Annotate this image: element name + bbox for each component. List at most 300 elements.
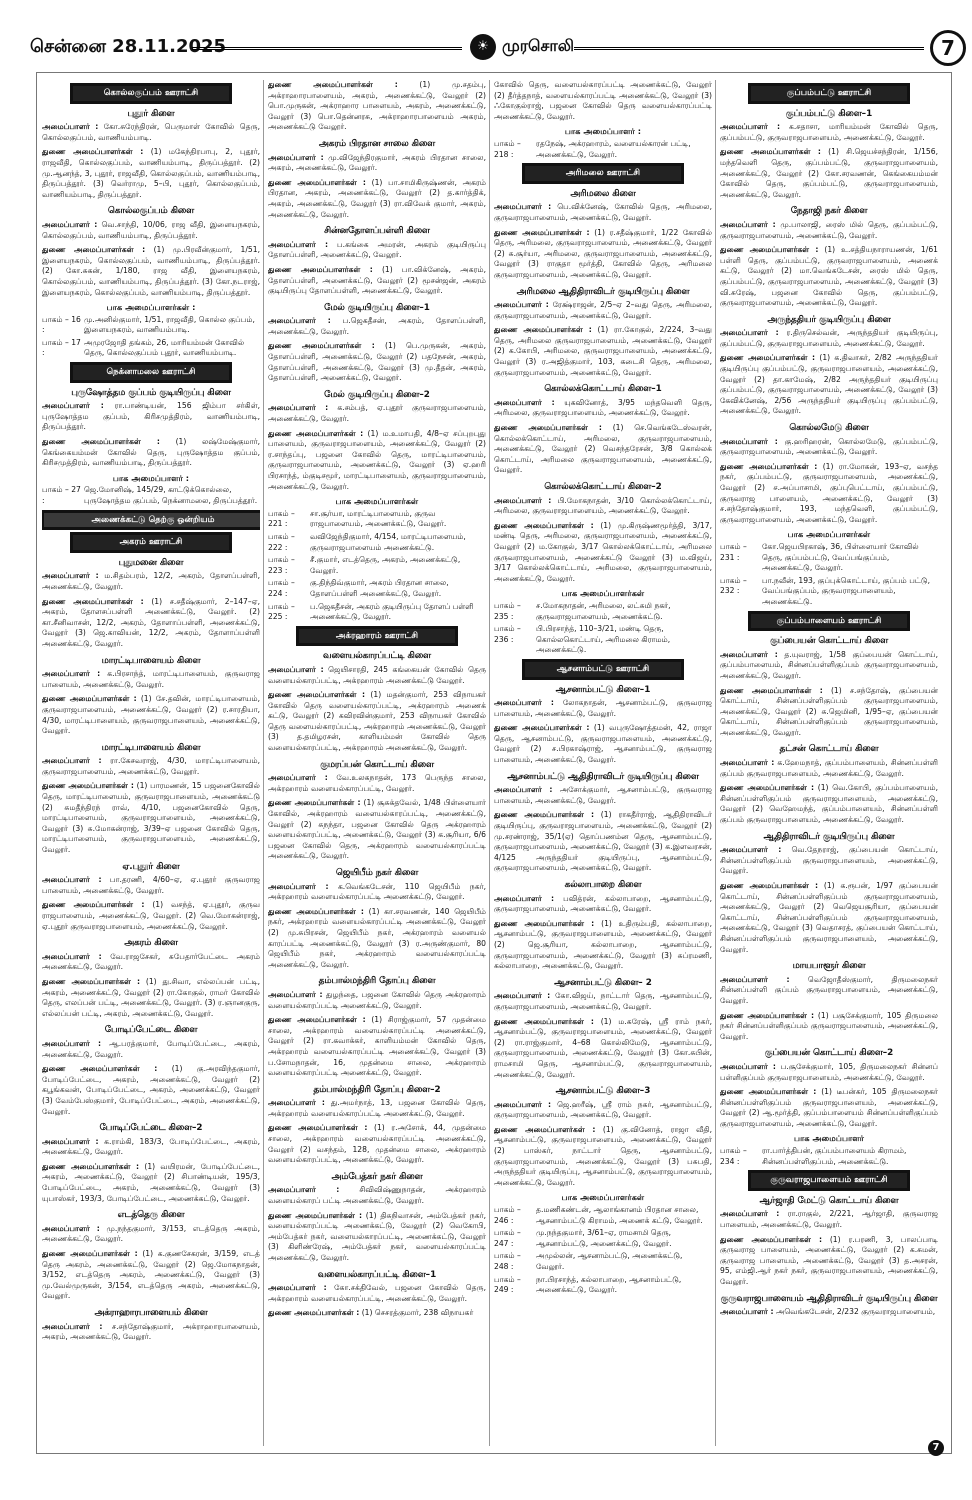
entry-text: (1) பா.விக்னேஷ், அகரம், தோளப்பள்ளி, அணைக்கட்டு, வேலூர் (2) மூசன்ஜன், அகரம் குடியிருப்பு தோளப்பள்ளி, அணைக்கட்டு, வேலூர். — [268, 264, 486, 296]
booth-row — [494, 1251, 712, 1272]
deputy-organizer-entry — [494, 919, 712, 972]
column-1 — [42, 80, 260, 1446]
branch-title: எடத்தெரு கிளை — [117, 1210, 185, 1221]
entry-text: (1) மு.சதம்பு, அக்ராஹாரபாளையம், அகரம், அணைக்கட்டு, வேலூர் (2) பொ.முருகன், அக்ராஹார பாளையம், அகரம், அணைக்கட்டு, வேலூர் (3) பொ.தென்னரசு, அக்ராஹாரபாளையம் அகரம், அணைக்கட்டு வேலூர். — [268, 80, 486, 132]
entry-text: பெ.விக்னேஷ், கோவில் தெரு, அரிமலை, குருவராஜபாளையம், அணைக்கட்டு, வேலூர். — [494, 202, 712, 222]
entry-text: (1) ர.பரணி, 3, பாலப்பாடி குருவராஜ பாளையம், அணைக்கட்டு, வேலூர் (2) க.சுமன், குருவராஜ பாளையம், அணைக்கட்டு, வேலூர் (3) த.அசரன், 95, எம்ஜி.ஆர் நகர் நகர், குருவராஜபாளையம், அணைக்கட்டு, வேலூர். — [720, 1234, 938, 1286]
entry-text: (1) க.திவாகர், 2/82 அருந்ததியர் குடியிருப்பு குப்பம்பட்டு, குருவராஜபாளையம், அணைக்கட்டு, வேலூர் (2) தா.காமேஷ், 2/82 அருந்ததியர் குடியிருப்பு குப்பம்பட்டு, குருவராஜபாளையம், அணைக்கட்டு, வேலூர் (3) கேவிக்னேஷ், 2/56 அருந்ததியர் குடியிருப்பு குப்பம்பட்டு, அணைக்கட்டு, வேலூர். — [720, 353, 938, 416]
organizer-entry — [42, 1224, 260, 1245]
deputy-organizer-entry — [42, 977, 260, 1019]
entry-label: துணை அமைப்பாளர்கள் : — [268, 1015, 366, 1025]
entry-text: (1) பா.சாமிகிருஷ்ணன், அகரம் பிரதான, அகரம், அணைக்கட்டு, வேலூர் (2) த.கார்த்திக், அகரம், அணைக்கட்டு, வேலூர் (3) ரா.விவேக் குமார், அகரம், அணைக்கட்டு, வேலூர். — [268, 177, 486, 219]
entry-label: துணை அமைப்பாளர்கள் : — [720, 245, 819, 255]
entry-label: அமைப்பாளர் : — [42, 122, 99, 132]
entry-text: ரா.ராகுல், 2/221, ஆர்ஜாதி, குருவராஜ பாளையம், அணைக்கட்டு, வேலூர். — [720, 1209, 938, 1230]
entry-label: துணை அமைப்பாளர்கள் : — [720, 1087, 817, 1097]
booth-text: சா.சூர்யா, மாரட்டிபாளையம், குருவ ராஜபாளையம், அணைக்கட்டு, வேலூர். — [310, 508, 447, 529]
entry-text: பவித்ரன், கல்லாபாறை, ஆசனாம்பட்டு, குருவராஜபாளையம், அணைக்கட்டு, வேலூர். — [494, 893, 712, 914]
branch-title: கொல்லமேடு கிளை — [789, 423, 869, 434]
entry-label: துணை அமைப்பாளர்கள் : — [268, 798, 361, 808]
entry-text: (1) கா.சரவணன், 140 ஜெயிபீம் நகர், அக்ரஹாரம் வளையல்காரப்பட்டி அணைக்கட்டு, வேலூர் (2) மு.சுபிரசன், ஜெயிபீம் நகர், அக்ரஹாரம் வளையல் காரப்பட்டி அணைக்கட்டு, வேலூர் (3) ர.அருண்குமார், 80 ஜெயிபீம் நகர், அக்ரஹாரம் வளையல்காரப்பட்டி அணைக்கட்டு, வேலூர். — [268, 906, 486, 969]
masthead — [26, 34, 964, 60]
branch-title: அம்பேத்கர் நகர் கிளை — [331, 1171, 423, 1182]
deputy-organizer-entry — [720, 686, 938, 739]
entry-text: ரா.பாண்டியன், 156 ஜிம்பா சர்கிள், புருஷோத்தம குப்பம், கிரிசமுத்திரம், வாணியம்பாடி, திருப்பத்தூர். — [42, 401, 260, 432]
branch-title: குப்பையன் கொட்டாய் கிளை–2 — [764, 1048, 894, 1059]
booth-number: பாகம் – 223 : — [268, 555, 295, 575]
branch-title: ஜெயிபீம் நகர் கிளை — [335, 868, 419, 878]
entry-text: (1) மு.கிருஷ்ணமூர்த்தி, 3/17, மண்டி தெரு, அரிமலை, குருவராஜபாளையம், அணைக்கட்டு, வேலூர் (2) ம.கோகுல், 3/17 கொல்லக்கொட்டாய், அரிமலை குருவராஜபாளையம், அணைக்கட்டு வேலூர் (3) ம.விஜய், 3/17 கொல்லக்கொட்டாய், அரிமலை, குருவராஜபாளையம், அணைக்கட்டு, வேலூர். — [494, 520, 712, 583]
deputy-organizer-entry — [268, 907, 486, 971]
entry-text: (1) க.ரூபன், 1/97 குப்பையன் கொட்டாய், சின்னப்பள்ளிகுப்பம் குருவராஜபாளையம், அணைக்கட்டு, வேலூர் (2) வெஜெயசூரியா, குப்பையன் கொட்டாய், சின்னப்பள்ளிகுப்பம் குருவராஜபாளையம், அணைக்கட்டு, வேலூர் (3) வெதாசரத், குப்பையன் கொட்டாய், சின்னப்பள்ளிகுப்பம் குருவராஜபாளையம், அணைக்கட்டு, வேலூர். — [720, 881, 938, 954]
entry-label: அமைப்பாளர் : — [720, 1061, 776, 1071]
booth-number: பாகம் – 222 : — [268, 531, 295, 552]
entry-text: க.பிரசாந்த், மாரட்டிபாளையம், குருவராஜ பாளையம், அணைக்கட்டு, வேலூர். — [42, 669, 260, 689]
entry-label: அமைப்பாளர் : — [42, 1038, 102, 1048]
entry-text: வே.உலகநாதன், 173 பெருந்த சாலை, அக்ரஹாரம் வளையல்காரப்பட்டி, வேலூர். — [268, 773, 486, 793]
branch-title: மாரட்டிபாளையம் கிளை — [101, 742, 201, 753]
entry-text: (1) வயிரமன், போடிப்பேட்டை, அகரம், அணைக்கட்டு, வேலூர் (2) சிபாண்டியன், 195/3, போடிப்பேட்டை, அகரம், அணைக்கட்டு, வேலூர் (3) யுபாஸ்கர், 193/3, போடிப்பேட்டை, அணைக்கட்டு, வேலூர். — [42, 1161, 260, 1203]
entry-label: அமைப்பாளர் : — [42, 669, 101, 679]
booth-text: வவிஜேந்திகுமார், 4/154, மாரட்டிபாளையம், குருவராஜபாளையம் அணைக்கட்டு. — [310, 531, 466, 552]
entry-label: அமைப்பாளர் : — [268, 1283, 327, 1293]
footer-page-number: 7 — [928, 1440, 944, 1456]
booth-text: ப.ஜெகதீசன், அகரம் குடியிருப்பு தோளப் பள்ளி அணைக்கட்டு, வேலூர். — [310, 601, 474, 622]
deputy-organizer-entry — [42, 245, 260, 298]
entry-label: துணை அமைப்பாளர்கள் : — [42, 1161, 140, 1171]
entry-label: அமைப்பாளர் : — [494, 785, 553, 795]
entry-text: க.சம்பத், ஏ.புதூர் குருவராஜபாளையம், அணைக்கட்டு, வேலூர். — [268, 403, 486, 424]
entry-text: க.சதாசா, மாரியம்மன் கோவில் தெரு, குப்பம்பட்டு, குருவராஜபாளையம், அணைக்கட்டு, வேலூர். — [720, 122, 938, 142]
entry-label: துணை அமைப்பாளர்கள் : — [720, 1234, 823, 1244]
panchayat-heading: ஆசனாம்பட்டு ஊராட்சி — [523, 660, 684, 679]
organizer-entry — [268, 1098, 486, 1119]
booth-text: அமுரஜோதி தங்கம், 26, மாரியம்மன் கோவில் தெரு, கொல்லகுப்பம் புதூர், வாணியம்பாடி. — [84, 337, 245, 358]
booth-row — [494, 1275, 712, 1296]
organizer-entry — [494, 300, 712, 321]
entry-text: (1) செசரத்குமார், 238 விநாயகர் — [361, 1308, 474, 1318]
booth-row — [268, 602, 486, 623]
branch-title: ஆர்ஜாதி மேட்டு கொட்டாய் கிளை — [759, 1195, 899, 1206]
column-2 — [268, 80, 486, 1446]
panchayat-heading: கொல்லகுப்பம் ஊராட்சி — [71, 84, 232, 103]
entry-label: அமைப்பாளர் : — [42, 401, 104, 411]
deputy-organizer-entry — [720, 1087, 938, 1129]
entry-text: (1) ரா.கோகுல், 2/224, 3–வது தெரு, அரிமலை குருவராஜபாளையம், அணைக்கட்டு, வேலூர் (2) க.கோபி, அரிமலை, குருவராஜபாளையம், அணைக்கட்டு, வேலூர் (3) ர.அஜித்குமார், 103, கடைசி தெரு, அரிமலை, குருவராஜபாளையம், அணைக்கட்டு, வேலூர். — [494, 325, 712, 377]
entry-label: அமைப்பாளர் : — [268, 1185, 340, 1195]
entry-label: துணை அமைப்பாளர்கள் : — [268, 341, 375, 351]
entry-text: ர.திருசெல்வன், அருந்ததியர் குடியிருப்பு, குப்பம்பட்டு, குருவராஜபாளையம், அணைக்கட்டு, வேலூர். — [720, 328, 938, 348]
booth-row — [494, 1228, 712, 1249]
organizer-entry — [268, 316, 486, 337]
entry-label: அமைப்பாளர் : — [268, 403, 329, 413]
entry-text: ஜெ.ஹரீஷ், ஸ்ரீ ராம் நகர், ஆசனாம்பட்டு, குருவராஜபாளையம், அணைக்கட்டு, வேலூர். — [494, 1099, 712, 1120]
entry-label: அமைப்பாளர் : — [720, 1307, 774, 1317]
entry-text: (1) பசூசேக்குமார், 105 திருமலை நகர் சின்னப்பள்ளிகுப்பம் குருவராஜபாளையம், அணைக்கட்டு, வேலூர். — [720, 1010, 938, 1041]
entry-text: மு.நந்தகுமார், 3/153, எடத்தெரு அகரம், அணைக்கட்டு, வேலூர். — [42, 1223, 260, 1244]
entry-label: துணை அமைப்பாளர்கள் : — [268, 906, 364, 916]
entry-text: ப.சூசேக்குமார், 105, திருமலைநகர் சின்னப் பள்ளிகுப்பம் குருவராஜபாளையம், அணைக்கட்டு, வேலூர். — [720, 1061, 938, 1082]
entry-label: அமைப்பாளர் : — [720, 758, 775, 768]
booth-number: பாகம் – 224 : — [268, 578, 295, 598]
entry-text: கு.ஹரிஹரன், கொல்லமேடு, குப்பம்பட்டு, குருவராஜபாளையம், அணைக்கட்டு, வேலூர். — [720, 436, 938, 457]
entry-label: துணை அமைப்பாளர்கள் : — [42, 976, 141, 986]
entry-label: துணை அமைப்பாளர்கள் : — [720, 881, 819, 890]
deputy-organizer-entry — [42, 1064, 260, 1117]
entry-text: அசோக்குமார், ஆசனாம்பட்டு, குருவராஜ பாளையம், அணைக்கட்டு, வேலூர். — [494, 785, 712, 805]
organizer-entry — [720, 1209, 938, 1230]
entry-label: அமைப்பாளர் : — [42, 875, 102, 885]
entry-label: துணை அமைப்பாளர்கள் : — [720, 353, 816, 363]
booth-number: பாகம் – 17 : — [42, 337, 81, 358]
booth-row — [42, 485, 260, 506]
entry-text: து.அமர்நாத், 13, பஜனை கோவில் தெரு, அக்ரஹாரம் வளையல்காரப்பட்டி அணைக்கட்டு, வேலூர். — [268, 1098, 486, 1118]
deputy-organizer-entry — [268, 1308, 486, 1319]
panchayat-heading: குப்பம்பட்டு ஊராட்சி — [749, 84, 910, 103]
deputy-organizer-entry — [494, 810, 712, 874]
entry-text: கோ.விஜய், நாட்டார் தெரு, ஆசனாம்பட்டு, குருவராஜபாளையம், அணைக்கட்டு, வேலூர். — [494, 991, 712, 1011]
entry-text: ரேக்ஷ்ராஜன், 2/5–ஏ 2–வது தெரு, அரிமலை, குருவராஜபாளையம், அணைக்கட்டு, வேலூர். — [494, 300, 712, 320]
section-subtitle: பாக அமைப்பாளர்கள் — [335, 496, 419, 507]
entry-label: துணை அமைப்பாளர்கள் : — [494, 1124, 596, 1134]
deputy-organizer-entry — [720, 462, 938, 526]
booth-number: பாகம் – 231 : — [720, 541, 747, 562]
column-4 — [720, 80, 938, 1446]
organizer-entry — [494, 398, 712, 419]
booth-row — [494, 601, 712, 622]
deputy-organizer-entry — [268, 690, 486, 754]
continued-text: கோவில் தெரு, வளையல்காரப்பட்டி அணைக்கட்டு, வேலூர் (2) தீர்த்தநாத், வளையல்காரப்பட்டி அணைக்கட்டு, வேலூர் (3) ஃகோகுல்ராஜ், பஜனை கோவில் தெரு வளையல்காரப்பட்டி அணைக்கட்டு, வேலூர். — [494, 80, 712, 121]
entry-text: அவெங்கடேசன், 2/232 குருவராஜபாளையம், — [775, 1307, 936, 1317]
entry-label: அமைப்பாளர் : — [42, 219, 98, 229]
deputy-organizer-entry — [42, 147, 260, 200]
entry-label: துணை அமைப்பாளர்கள் : — [720, 1010, 815, 1020]
panchayat-heading: அகரம் ஊராட்சி — [71, 533, 232, 552]
organizer-entry — [268, 665, 486, 686]
deputy-organizer-entry — [42, 1162, 260, 1204]
entry-label: அமைப்பாளர் : — [268, 316, 331, 326]
entry-text: லோகநாதன், ஆசனாம்பட்டு, குருவராஜ பாளையம், அணைக்கட்டு, வேலூர். — [494, 698, 712, 718]
booth-row — [494, 1205, 712, 1226]
entry-label: அமைப்பாளர் : — [42, 756, 102, 766]
organizer-entry — [268, 1283, 486, 1304]
organizer-entry — [494, 202, 712, 223]
deputy-organizer-entry — [720, 1235, 938, 1288]
branch-title: கொல்லக்கொட்டாய் கிளை–1 — [544, 384, 662, 395]
deputy-organizer-entry — [720, 245, 938, 309]
organizer-entry — [494, 991, 712, 1012]
entry-label: துணை அமைப்பாளர்கள் : — [42, 781, 134, 791]
branch-title: ஆதிதிராவிடர் குடியிருப்பு கிளை — [763, 831, 895, 842]
branch-title: குப்பையன் கொட்டாய் கிளை — [769, 636, 889, 647]
branch-title: குப்பம்பட்டு கிளை–1 — [785, 108, 873, 119]
organizer-entry — [42, 875, 260, 896]
booth-text: ச.மோகநாதன், அரிமலை, லட்சுமி நகர், குருவராஜபாளையம், அணைக்கட்டு. — [536, 600, 671, 621]
booth-text: பி.பிரசாந்த், 110–3/21, மண்டி தெரு, கொல்லகொட்டாய், அரிமலை கிராமம், அணைக்கட்டு. — [536, 624, 671, 655]
entry-text: (1) கு.வினோத், ராஜா வீதி, ஆசனாம்பட்டு, குருவராஜபாளையம், அணைக்கட்டு, வேலூர் (2) பாஸ்கர், நாட்டார் தெரு, ஆசனாம்பட்டு, குருவராஜபாளையம், அணைக்கட்டு, வேலூர் (3) பசுபதி, அருந்ததியர் குடியிருப்பு, ஆசனாம்பட்டு, குருவராஜபாளையம், அணைக்கட்டு, வேலூர். — [494, 1124, 712, 1187]
organizer-entry — [268, 882, 486, 903]
entry-label: அமைப்பாளர் : — [42, 951, 102, 961]
booth-row — [268, 532, 486, 553]
entry-text: (1) மதன்குமார், 253 விநாயகர் கோவில் தெரு வளையல்காரப்பட்டி, அக்ரஹாரம் அணைக் கட்டு, வேலூர் (2) கவிரவின்குமார், 253 விநாயகர் கோவில் தெரு வளையல்காரப்பட்டி, அக்ரஹாரம் அணைக்கட்டு, வேலூர் (3) த.தமிழரசன், காளியம்மன் கோவில் தெரு வளையல்காரப்பட்டி, அக்ரஹாரம் அணைக்கட்டு, வேலூர். — [268, 690, 486, 753]
booth-number: பாகம் – 246 : — [494, 1205, 521, 1225]
entry-label: துணை அமைப்பாளர்கள் : — [268, 428, 364, 438]
entry-label: துணை அமைப்பாளர்கள் : — [494, 1016, 594, 1026]
panchayat-heading: குப்பம்பாளையம் ஊராட்சி — [749, 612, 910, 631]
entry-label: அமைப்பாளர் : — [720, 649, 778, 659]
entry-label: அமைப்பாளர் : — [494, 698, 554, 708]
entry-text: ப.கங்கை அமரன், அகரம் குடியிருப்பு தோளப்பள்ளி, அணைக்கட்டு, வேலூர். — [268, 239, 486, 260]
entry-text: (1) டீபன்கர், 105 திருமலைநகர் சின்னப்பள்ளிகுப்பம் குருவராஜபாளையம், அணைக்கட்டு, வேலூர் (2) ஆ.மூர்த்தி, குப்பம்பாளையம் சின்னப்பள்ளிகுப்பம் குருவராஜபாளையம், அணைக்கட்டு, வேலூர். — [720, 1087, 938, 1128]
entry-label: அமைப்பாளர் : — [42, 1136, 99, 1146]
booth-row — [268, 555, 486, 576]
entry-label: துணை அமைப்பாளர்கள் : — [494, 810, 595, 820]
branch-title: அக்ராஹாரபாளையம் கிளை — [94, 1308, 208, 1318]
branch-title: நேதாஜி நகர் கிளை — [790, 206, 868, 217]
entry-text: (1) பெ.முருகன், அகரம், தோளப்பள்ளி, அணைக்கட்டு, வேலூர் (2) பதநேசன், அகரம், தோளப்பள்ளி, அணைக்கட்டு, வேலூர் (3) மு.தீதன், அகரம், தோளப்பள்ளி, அணைக்கட்டு, வேலூர். — [268, 341, 486, 383]
entry-label: அமைப்பாளர் : — [494, 1099, 552, 1109]
branch-title: அகரம் பிரதான சாலை கிளை — [318, 138, 436, 149]
panchayat-heading: நெக்னாமலை ஊராட்சி — [71, 363, 232, 382]
organizer-entry — [268, 240, 486, 261]
entry-label: அமைப்பாளர் : — [494, 397, 555, 407]
deputy-organizer-entry — [268, 1123, 486, 1165]
entry-label: அமைப்பாளர் : — [494, 495, 552, 505]
entry-text: (1) ர.அசோக், 44, முதன்மை சாலை, அக்ரஹாரம் வளையல்காரப்பட்டி அணைக்கட்டு, வேலூர் (2) வசந்தம், 128, முதன்மை சாலை, அக்ரஹாரம் வளையல்காரப்பட்டி, அணைக்கட்டு, வேலூர். — [268, 1123, 486, 1165]
entry-label: துணை அமைப்பாளர்கள் : — [42, 1249, 138, 1259]
branch-title: ஆசனாம்பட்டு கிளை–1 — [555, 684, 651, 695]
entry-label: அமைப்பாளர் : — [720, 974, 790, 984]
booth-number: பாகம் – 225 : — [268, 601, 295, 622]
entry-label: அமைப்பாளர் : — [42, 571, 99, 581]
entry-text: (1) உதிரும்பதி, கல்லாபாறை, ஆசனாம்பட்டு, குருவராஜபாளையம், அணைக்கட்டு, வேலூர் (2) ஜெ.சூரியா, கல்லாபாறை, ஆசனாம்பட்டு, குருவராஜபாளையம், அணைக்கட்டு, வேலூர் (3) சுப்ரமணி, கல்லாபாறை, அணைக்கட்டு, வேலூர். — [494, 918, 712, 971]
entry-text: மு.விஜேந்திரகுமார், அகரம் பிரதான சாலை, அகரம், அணைக்கட்டு, வேலூர். — [268, 152, 486, 173]
branch-title: ஏ.புதூர் கிளை — [122, 861, 180, 872]
deputy-organizer-entry — [42, 694, 260, 736]
entry-label: துணை அமைப்பாளர்கள் : — [42, 245, 146, 255]
entry-label: துணை அமைப்பாளர்கள் : — [720, 147, 821, 157]
entry-label: அமைப்பாளர் : — [268, 989, 323, 999]
booth-number: பாகம் – 232 : — [720, 575, 747, 596]
entry-label: துணை அமைப்பாளர்கள் : — [494, 227, 590, 237]
entry-text: (1) ம.உமாபதி, 4/8–ஏ சப்புறபுது பாளையம், குருவராஜபாளையம், அணைக்கட்டு, வேலூர் (2) ர.சாந்தப்பு, பஜனை கோவில் தெரு, மாரட்டிபாளையம், குருவராஜபாளையம், அணைக்கட்டு, வேலூர் (3) ஏ.ஹரி பிரசாந்த், ம்குடிசமூர், மாரட்டிபாளையம், குருவராஜபாளையம், அணைக்கட்டு, வேலூர். — [268, 428, 486, 491]
entry-text: (1) ரா.மோகன், 193–ஏ, வசந்த நகர், குப்பம்பட்டு, குருவராஜபாளையம், அணைக்கட்டு, வேலூர் (2) ச.அப்பாசாமி, குப்புபெட்டாய், குப்பம்பட்டு, குருவராஜ பாளையம், அணைக்கட்டு, வேலூர் (3) ச.சந்தோஷ்குமார், 193, மந்தவெளி, குப்பம்பட்டு, குருவராஜபாளையம், அணைக்கட்டு, வேலூர். — [720, 461, 938, 524]
branch-title: புதூர் கிளை — [127, 108, 175, 119]
booth-row — [268, 509, 486, 530]
entry-text: (1) சே.தவின், மாரட்டிபாளையம், குருவராஜபாளையம், அணைக்கட்டு, வேலூர் (2) ர.சாரதியா, 4/30, மாரட்டிபாளையம், குருவராஜபாளையம், அணைக்கட்டு, வேலூர். — [42, 694, 260, 736]
edition-date: சென்னை 28.11.2025 — [30, 36, 227, 57]
section-subtitle: பாக அமைப்பாளர்கள் — [561, 1192, 645, 1203]
organizer-entry — [494, 496, 712, 517]
branch-title: ஆசனாம்பட்டு கிளை–3 — [555, 1086, 651, 1097]
branch-title: போடிப்பேட்டை கிளை–2 — [99, 1123, 203, 1134]
booth-text: ரா.பார்த்திபன், குப்பம்பாளையம் கிராமம், சின்னப்பள்ளிகுப்பம், அணைக்கட்டு. — [762, 1146, 907, 1166]
booth-text: பா.நவீன், 193, குப்புக்கொட்டாய், குப்பம் பட்டு, வேப்பங்குப்பம், குருவராஜபாளையம், அணைக்கட்டு. — [762, 575, 931, 606]
organizer-entry — [42, 1322, 260, 1343]
organizer-entry — [42, 401, 260, 433]
column-3 — [494, 80, 712, 1446]
deputy-organizer-entry — [42, 781, 260, 855]
organizer-entry — [42, 220, 260, 241]
entry-label: துணை அமைப்பாளர்கள் : — [720, 783, 814, 793]
booth-number: பாகம் – 249 : — [494, 1274, 521, 1295]
entry-text: (1) க.குணசேகரன், 3/159, எடத் தெரு அகரம், அணைக்கட்டு, வேலூர் (2) ஜெ.மோகநாதன், 3/152, எடத்தெரு அகரம், அணைக்கட்டு, வேலூர் (3) மு.வேல்முருகன், 3/154, எடத்தெரு அகரம், அணைக்கட்டு, வேலூர். — [42, 1249, 260, 1301]
booth-text: சீ.குமார், எடத்தெரு, அகரம், அணைக்கட்டு, வேலூர். — [310, 555, 461, 575]
panchayat-heading: அரிமலை ஊராட்சி — [523, 164, 684, 183]
organizer-entry — [268, 153, 486, 174]
booth-number: பாகம் – 234 : — [720, 1146, 747, 1166]
branch-title: வளையல்காரப்பட்டி கிளை — [323, 651, 431, 662]
organizer-entry — [720, 845, 938, 877]
column-divider — [263, 80, 264, 1446]
entry-text: (1) லஷ்மேஷ்குமார், கெங்கையம்மன் கோவில் தெரு, புருஷோத்தம குப்பம், கிரிசமுத்திரம், வாணியம்பாடி, திருப்பத்தூர். — [42, 437, 260, 468]
entry-text: கோ.சுரேந்திரன், பெருமாள் கோவில் தெரு, கொல்லகுப்பம், வாணியம்பாடி. — [42, 122, 260, 142]
entry-text: க.ராம்கி, 183/3, போடிப்பேட்டை, அகரம், அணைக்கட்டு, வேலூர். — [42, 1136, 260, 1157]
branch-title: மாயபாளூர் கிளை — [792, 961, 866, 972]
entry-text: வெ.தேநராஜ், குப்பையன் கொட்டாய், சின்னப்பள்ளிகுப்பம் குருவராஜபாளையம், அணைக்கட்டு, வேலூர். — [720, 845, 938, 876]
entry-text: (1) கு.அரவிந்தகுமார், போடிப்பேட்டை, அகரம், அணைக்கட்டு, வேலூர் (2) கபூங்கவன், போடிப்பேட்டை, அகரம், அணைக்கட்டு, வேலூர் (3) வேம்பேஸ்குமார், போடிப்பேட்டை, அகரம், அணைக்கட்டு, வேலூர். — [42, 1064, 260, 1116]
organizer-entry — [494, 698, 712, 719]
deputy-organizer-entry — [268, 80, 486, 133]
deputy-organizer-entry — [268, 1211, 486, 1264]
entry-label: துணை அமைப்பாளர்கள் : — [494, 918, 595, 928]
organizer-entry — [720, 122, 938, 143]
booth-row — [720, 1146, 938, 1167]
entry-label: துணை அமைப்பாளர்கள் : — [42, 147, 144, 157]
booth-text: நா.பிரசாந்த், கல்லாபாறை, ஆசனாம்பட்டு, அணைக்கட்டு, வேலூர். — [536, 1274, 682, 1295]
organizer-entry — [268, 773, 486, 794]
entry-text: யுகவினோத், 3/95 மந்தவெளி தெரு, அரிமலை, குருவராஜபாளையம், அணைக்கட்டு, வேலூர். — [494, 397, 712, 418]
entry-label: அமைப்பாளர் : — [494, 202, 552, 212]
deputy-organizer-entry — [720, 353, 938, 417]
booth-text: ஜெ.மோனிஷ், 145/29, காட்டுக்கொல்லை, புருஷோத்தம குப்பம், நெக்னாமலை, திருப்பத்தூர். — [84, 485, 258, 505]
organizer-entry — [720, 328, 938, 349]
booth-number: பாகம் – 16 : — [42, 314, 81, 335]
deputy-organizer-entry — [494, 1017, 712, 1081]
deputy-organizer-entry — [720, 881, 938, 955]
deputy-organizer-entry — [494, 1125, 712, 1189]
entry-text: (1) சூசுக்தவேல், 1/48 பிள்ளையார் கோவில், அக்ரஹாரம் வளையல்காரப்பட்டி, அணைக்கட்டு, வேலூர் (2) சுநந்தா, பஜனை கோவில் தெரு அக்ரஹாரம் வளையல்காரப்பட்டி, அணைக்கட்டு, வேலூர் (3) க.சூரியா, 6/6 பஜனை கோவில் தெரு, அக்ரஹாரம் வளையல்காரப்பட்டி அணைக்கட்டு, வேலூர். — [268, 798, 486, 861]
branch-title: கொல்லக்கொட்டாய் கிளை–2 — [544, 482, 662, 492]
organizer-entry — [42, 756, 260, 777]
entry-text: (1) சி.ஜெயச்சந்திரன், 1/156, மந்தவெளி தெரு, குப்பம்பட்டு, குருவராஜபாளையம், அணைக்கட்டு, வேலூர் (2) கோ.சரவணன், கெங்கையம்மன் கோவில் தெரு, குப்பம்பட்டு, குருவராஜபாளையம், அணைக்கட்டு, வேலூர். — [720, 147, 938, 199]
deputy-organizer-entry — [494, 521, 712, 585]
entry-text: பா.தரணி, 4/60–ஏ, ஏ.புதூர் குருவராஜ பாளையம், அணைக்கட்டு, வேலூர். — [42, 875, 260, 895]
entry-text: சிவிவிஷ்ணுநாதன், அக்ரஹாரம் வளையல்காரப் பட்டி அணைக்கட்டு, வேலூர். — [268, 1185, 486, 1206]
entry-label: துணை அமைப்பாளர்கள் : — [494, 423, 602, 433]
entry-label: துணை அமைப்பாளர்கள் : — [42, 900, 145, 910]
organizer-entry — [720, 220, 938, 241]
booth-number: பாகம் – 247 : — [494, 1228, 521, 1248]
section-subtitle: பாக அமைப்பாளர் : — [112, 472, 190, 483]
entry-text: (1) ராகதீர்ராஜ், ஆதிதிராவிடர் குடியிருப்பு, குருவராஜபாளையம், அணைக்கட்டு, வேலூர் (2) மு.சரண்ராஜ், 35/1(ஏ) தொப்பணம்ன தெரு, ஆசனாம்பட்டு, குருவராஜபாளையம், அணைக்கட்டு, வேலூர் (3) க.இளவரசன், 4/125 அருந்ததியர் குடியிருப்பு, ஆசனாம்பட்டு, குருவராஜபாளையம், அணைக்கட்டு, வேலூர். — [494, 810, 712, 873]
organizer-entry — [494, 894, 712, 915]
entry-text: வெ.சாந்தி, 10/06, ராஜ வீதி, இளையநகரம், கொல்லகுப்பம், வாணியம்பாடி, திருப்பத்தூர். — [42, 219, 260, 240]
booth-number: பாகம் – 218 : — [494, 138, 521, 159]
booth-row — [494, 139, 712, 160]
branch-title: மாரட்டிபாளையம் கிளை — [101, 655, 201, 666]
entry-text: ச.சந்தோஷ்குமார், அக்ராஹாரபாளையம், அகரம், அணைக்கட்டு, வேலூர். — [42, 1321, 260, 1342]
branch-title: அருந்ததியர் குடியிருப்பு கிளை — [767, 314, 891, 325]
organizer-entry — [720, 437, 938, 458]
organizer-entry — [42, 1039, 260, 1060]
entry-label: அமைப்பாளர் : — [720, 845, 782, 855]
entry-text: த.யுவராஜ், 1/58 குப்பையன் கொட்டாய், குப்பம்பாளையம், சின்னப்பள்ளிகுப்பம் குருவராஜபாளையம், அணைக்கட்டு, வேலூர். — [720, 649, 938, 680]
entry-text: ப.ஜெகதீசன், அகரம், தோளப்பள்ளி, அணைக்கட்டு, வேலூர். — [268, 316, 486, 336]
deputy-organizer-entry — [494, 423, 712, 476]
entry-text: (1) வெ.கோபி, குப்பம்பாளையம், சின்னப்பள்ளிகுப்பம் குருவராஜபாளையம், அணைக்கட்டு, வேலூர் (2) வெஹேமந்த், குப்பம்பாளையம், சின்னப்பள்ளி குப்பம் குருவராஜபாளையம், அணைக்கட்டு, வேலூர். — [720, 783, 938, 825]
branch-title: அரிமலை கிளை — [570, 188, 636, 199]
organizer-entry — [42, 122, 260, 143]
newspaper-name: முரசொலி — [502, 36, 574, 55]
entry-text: மு.பாலாஜி, ரைஸ் மில் தெரு, குப்பம்பட்டு, குருவராஜபாளையம், அணைக்கட்டு, வேலூர். — [720, 219, 938, 240]
entry-label: துணை அமைப்பாளர்கள் : — [494, 325, 592, 335]
entry-label: அமைப்பாளர் : — [42, 1223, 100, 1233]
section-subtitle: பாக அமைப்பாளர்கள் — [787, 529, 871, 540]
deputy-organizer-entry — [268, 429, 486, 493]
entry-text: க.வெங்கடேசன், 110 ஜெயிபீம் நகர், அக்ரஹாரம் வளையல்காரப்பட்டி அணைக்கட்டு, வேலூர். — [268, 881, 486, 902]
column-divider — [489, 80, 490, 1446]
entry-text: ரா.கேசவராஜ், 4/30, மாரட்டிபாளையம், குருவராஜபாளையம், அணைக்கட்டு, வேலூர். — [42, 756, 260, 776]
organizer-entry — [268, 1185, 486, 1206]
deputy-organizer-entry — [268, 265, 486, 297]
organizer-entry — [720, 975, 938, 1007]
entry-label: அமைப்பாளர் : — [720, 328, 779, 338]
deputy-organizer-entry — [720, 147, 938, 200]
entry-label: அமைப்பாளர் : — [494, 300, 549, 310]
entry-label: அமைப்பாளர் : — [494, 991, 551, 1001]
newspaper-logo-icon: ☀ — [470, 34, 496, 60]
entry-text: (1) திசுநிவாசன், அம்பேத்கர் நகர், வளையல்காரப்பட்டி அணைக்கட்டு, வேலூர் (2) வெகோபி, அம்பேத்கர் நகர், வளையல்காரப்பட்டி, அணைக்கட்டு, வேலூர் (3) கிளிண்ரேஷ், அம்பேத்கர் நகர், வளையல்காரப்பட்டி அணைக்கட்டு, வேலூர். — [268, 1210, 486, 1262]
entry-label: துணை அமைப்பாளர்கள் : — [268, 80, 398, 89]
organizer-entry — [42, 952, 260, 973]
entry-label: துணை அமைப்பாளர்கள் : — [42, 694, 137, 704]
entry-text: (1) செ.வெங்கடேஸ்வரன், கொல்லக்கொட்டாய், அரிமலை, குருவராஜபாளையம், அணைக்கட்டு, வேலூர் (2) வெசந்தரேசன், 3/8 கொல்லக் கொட்டாய், அரிமலை குருவராஜபாளையம், அணைக்கட்டு, வேலூர். — [494, 423, 712, 475]
header-rule-right — [574, 47, 924, 50]
branch-title: சின்னதோளப்பள்ளி கிளை — [324, 226, 430, 237]
booth-text: மு.நந்தகுமார், 3/61–ஏ, ராமசாமி தெரு, ஆசனாம்பட்டு, அணைக்கட்டு, வேலூர். — [536, 1228, 672, 1248]
deputy-organizer-entry — [720, 783, 938, 825]
entry-text: (1) ச.சந்தோஷ், குப்பையன் கொட்டாய், சின்னப்பள்ளிகுப்பம் குருவராஜபாளையம், அணைக்கட்டு, வேலூர் (2) சு.ஜெமினி, 1/95–ஏ, குப்பையன் கொட்டாய், சின்னப்பள்ளிகுப்பம் குருவராஜபாளையம், அணைக்கட்டு, வேலூர். — [720, 685, 938, 737]
entry-text: (1) ச.சதீஷ்குமார், 2–147–ஏ, அகரம், தோளசப்பள்ளி அணைக்கட்டு, வேலூர். (2) கா.சீனிவாசன், 12/2, அகரம், தோளாப்பள்ளி, அணைக்கட்டு, வேலூர் (3) ஜெ.காவியன், 12/2, அகரம், தோளாப்பள்ளி அணைக்கட்டு, வேலூர். — [42, 596, 260, 648]
deputy-organizer-entry — [268, 798, 486, 862]
entry-text: க.ஹேமநாத், குப்பம்பாளையம், சின்னப்பள்ளி குப்பம் குருவராஜபாளையம், அணைக்கட்டு, வேலூர். — [720, 758, 938, 778]
entry-label: அமைப்பாளர் : — [268, 1098, 325, 1108]
deputy-organizer-entry — [494, 325, 712, 378]
organizer-entry — [42, 571, 260, 592]
entry-label: துணை அமைப்பாளர்கள் : — [268, 1308, 360, 1318]
page-number: 7 — [930, 30, 966, 66]
entry-text: (1) உ.சத்தியநாராயணன், 1/61 பள்ளி தெரு, குப்பம்பட்டு, குருவராஜபாளையம், அணைக் கட்டு, வேலூர் (2) மா.வெங்கடேசன், ரைஸ் மில் தெரு, குப்பம்பட்டு, குருவராஜபாளையம், அணைக்கட்டு, வேலூர் (3) வி.சுரேஷ், பஜனை கோவில் தெரு, குப்பம்பட்டு, குருவராஜபாளையம், அணைக்கட்டு, வேலூர். — [720, 245, 938, 308]
section-subtitle: பாக அமைப்பாளர் : — [564, 126, 642, 137]
entry-label: அமைப்பாளர் : — [268, 664, 324, 674]
entry-label: துணை அமைப்பாளர்கள் : — [268, 1210, 363, 1220]
entry-text: வே.ராஜசேகர், சுபேதார்பேட்டை அகரம் அணைக்கட்டு, வேலூர். — [42, 951, 260, 972]
entry-label: அமைப்பாளர் : — [720, 122, 781, 132]
branch-title: புதுமனை கிளை — [118, 557, 184, 568]
entry-text: கோ.சக்திவேல், பஜனை கோவில் தெரு, அக்ரஹாரம் வளையல்காரப்பட்டி, அணைக்கட்டு, வேலூர். — [268, 1283, 486, 1303]
organizer-entry — [42, 669, 260, 690]
entry-label: துணை அமைப்பாளர்கள் : — [42, 596, 144, 606]
organizer-entry — [720, 650, 938, 682]
deputy-organizer-entry — [494, 723, 712, 765]
organizer-entry — [42, 1137, 260, 1158]
branch-title: கல்லாபாறை கிளை — [564, 880, 642, 890]
entry-label: அமைப்பாளர் : — [268, 239, 329, 249]
panchayat-heading: அணைக்கட்டு தெற்கு ஒன்றியம் — [42, 511, 260, 530]
entry-label: அமைப்பாளர் : — [42, 1321, 103, 1331]
entry-text: (1) மு.பிரவீன்குமார், 1/51, இளையநகரம், கொல்லகுப்பம், வாணியம்பாடி, திருப்பத்தூர். (2) கோ.சுகன், 1/180, ராஜ வீதி, இளையநகரம், கொல்லகுப்பம், வாணியம்பாடி, திருப்பத்தூர். (3) கோ.நடராஜ், இளையநகரம், கொல்லகுப்பம், வாணியம்பாடி, திருப்பத்தூர். — [42, 245, 260, 297]
